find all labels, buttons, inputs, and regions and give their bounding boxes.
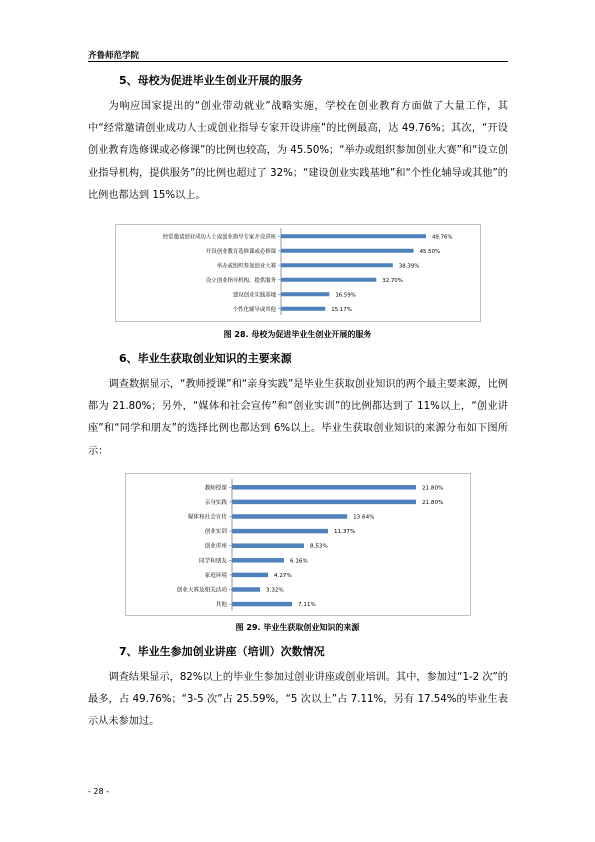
bar [232,558,284,563]
category-label: 开设创业教育选修课或必修课 [205,248,276,255]
data-label: 49.76% [432,234,453,241]
data-label: 4.27% [274,572,292,579]
bar [281,292,329,296]
sources-chart-svg [126,474,470,615]
category-label: 个性化辅导或其他 [232,306,276,313]
category-label: 亲身实践 [204,499,227,506]
services-chart [115,224,481,322]
bar [281,249,414,253]
bar [232,529,328,534]
data-label: 8.53% [309,543,328,550]
data-label: 11.37% [333,529,356,536]
section6-paragraph: 调查数据显示，“教师授课”和“亲身实践”是毕业生获取创业知识的两个最主要来源，比例都为 21.80%；另外，“媒体和社会宣传”和“创业实训”的比例都达到了 11%以上，“创业讲座”和“同学和朋友”的选择比例也都达到 6%以上。毕业生获取创业知识的来源分布如下图所示： [88,379,508,457]
bar [232,587,260,592]
data-label: 38.39% [398,263,420,270]
running-header: 齐鲁师范学院 [88,51,140,61]
section7-paragraph: 调查结果显示，82%以上的毕业生参加过创业讲座或创业培训。其中，参加过“1-2 次”的最多，占 49.76%；“3-5 次”占 25.59%，“5 次以上”占 7.11%，另有 17.54%的毕业生表示从未参加过。 [88,672,508,728]
category-label: 创业大赛及相关活动 [176,587,227,594]
data-label: 13.64% [353,514,375,521]
data-label: 21.80% [422,499,444,506]
figure28-caption: 图 28. 母校为促进毕业生创业开展的服务 [223,330,372,339]
bar [232,485,416,490]
category-label: 教师授课 [204,485,227,492]
data-label: 45.50% [419,248,441,255]
data-label: 32.70% [382,277,403,284]
category-label: 设立创业指导机构，提供服务 [205,277,276,284]
category-label: 其他 [215,602,227,609]
data-label: 7.11% [298,602,316,609]
bar [232,573,268,578]
data-label: 15.17% [331,306,352,313]
section7-heading: 7、毕业生参加创业讲座（培训）次数情况 [119,645,325,658]
category-label: 媒体和社会宣传 [187,514,227,521]
bar [281,278,376,282]
bar [232,514,347,519]
data-label: 3.32% [266,587,284,594]
category-label: 经常邀请创业成功人士或创业指导专家开设讲座 [162,234,276,241]
bar [281,234,426,238]
bar [232,602,292,607]
bar [281,307,325,311]
data-label: 6.16% [289,558,308,565]
bar [232,543,304,548]
category-label: 同学和朋友 [199,558,227,565]
bar [281,263,393,267]
header-rule [88,61,508,62]
figure29-caption: 图 29. 毕业生获取创业知识的来源 [235,623,360,632]
services-chart-svg [116,225,480,321]
category-label: 建设创业实践基地 [232,292,276,299]
category-label: 创业讲座 [204,543,227,550]
data-label: 16.59% [335,292,356,299]
section5-paragraph: 为响应国家提出的“创业带动就业”战略实施，学校在创业教育方面做了大量工作，其中“经常邀请创业成功人士或创业指导专家开设讲座”的比例最高，达 49.76%；其次，“开设创业教育选修课或必修课”的比例也较高，为 45.50%；“举办或组织参加创业大赛”和“设立创业指导机构，提供服务”的比例也超过了 32%；“建设创业实践基地”和“个性化辅导或其他”的比例也都达到 15%以上。 [88,101,508,201]
data-label: 21.80% [422,485,444,492]
category-label: 创业实训 [204,529,227,536]
sources-chart [125,473,471,616]
section6-heading: 6、毕业生获取创业知识的主要来源 [119,352,292,365]
category-label: 家庭环境 [204,572,227,579]
category-label: 举办或组织参加创业大赛 [216,263,276,270]
section5-heading: 5、母校为促进毕业生创业开展的服务 [119,74,303,87]
page-number: - 28 - [88,787,110,796]
bar [232,500,416,505]
